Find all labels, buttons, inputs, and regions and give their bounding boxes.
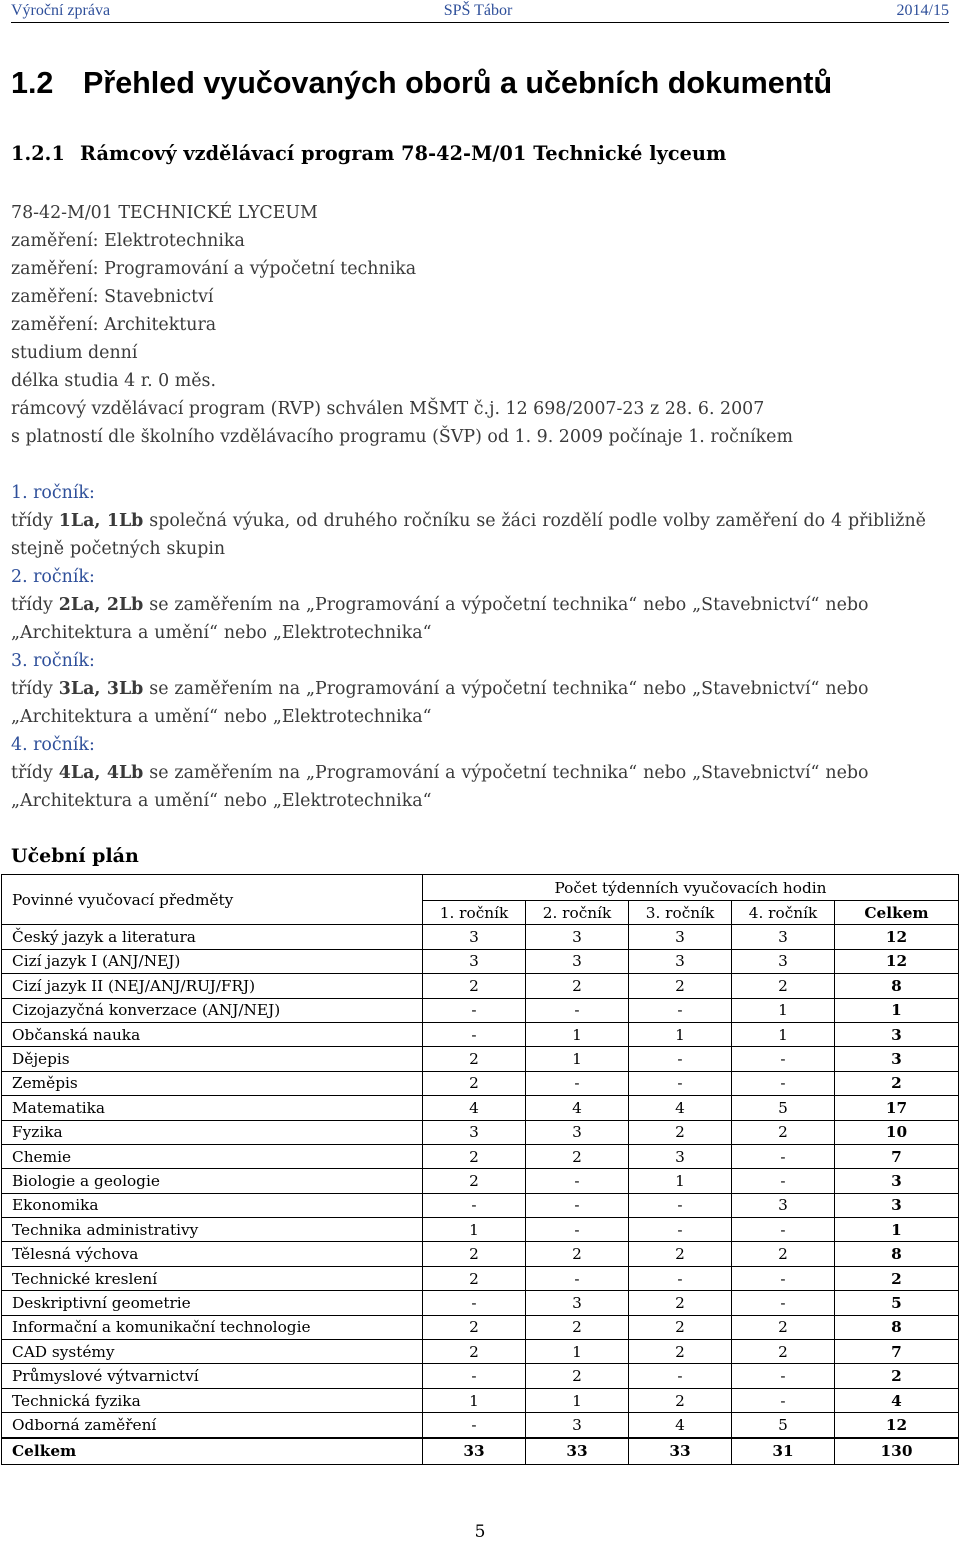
hours-cell: 2	[526, 1364, 629, 1388]
total-cell: 3	[835, 1169, 959, 1193]
hours-cell: -	[732, 1169, 835, 1193]
subject-cell: Deskriptivní geometrie	[2, 1291, 423, 1315]
hours-cell: -	[732, 1364, 835, 1388]
year-classes: 3La, 3Lb	[58, 679, 144, 699]
info-line: délka studia 4 r. 0 měs.	[11, 371, 217, 391]
running-header	[11, 0, 949, 23]
header-school-name: SPŠ Tábor	[443, 2, 513, 19]
table-row	[2, 1169, 959, 1193]
hours-cell: 1	[629, 1022, 732, 1046]
subject-cell: Technické kreslení	[2, 1266, 423, 1290]
year-descriptions	[11, 479, 951, 815]
total-cell: 2	[835, 1071, 959, 1095]
subject-cell: Cizí jazyk I (ANJ/NEJ)	[2, 949, 423, 973]
total-cell: 3	[835, 1022, 959, 1046]
subject-cell: Technická fyzika	[2, 1388, 423, 1412]
hours-cell: 4	[423, 1096, 526, 1120]
hours-cell: -	[629, 1266, 732, 1290]
hours-cell: 2	[423, 1047, 526, 1071]
year-description	[11, 675, 951, 731]
total-cell: 17	[835, 1096, 959, 1120]
year-label: 2. ročník:	[11, 567, 95, 587]
subject-cell: Cizí jazyk II (NEJ/ANJ/RUJ/FRJ)	[2, 974, 423, 998]
hours-cell: 2	[526, 1315, 629, 1339]
total-cell: 1	[835, 1218, 959, 1242]
hours-cell: -	[423, 1364, 526, 1388]
year-label: 4. ročník:	[11, 735, 95, 755]
subject-cell: Průmyslové výtvarnictví	[2, 1364, 423, 1388]
hours-cell: 2	[423, 1315, 526, 1339]
year-prefix: třídy	[11, 679, 59, 699]
hours-cell: 3	[526, 949, 629, 973]
total-cell: 2	[835, 1266, 959, 1290]
year-description	[11, 759, 951, 815]
hours-cell: 1	[526, 1047, 629, 1071]
year-prefix: třídy	[11, 511, 59, 531]
hours-cell: -	[526, 1169, 629, 1193]
hours-group-header: Počet týdenních vyučovacích hodin	[423, 875, 959, 901]
table-row	[2, 1144, 959, 1168]
year-classes: 4La, 4Lb	[58, 763, 144, 783]
total-cell: 7	[835, 1144, 959, 1168]
table-row	[2, 1315, 959, 1339]
info-line: rámcový vzdělávací program (RVP) schválen MŠMT č.j. 12 698/2007-23 z 28. 6. 2007	[11, 399, 765, 419]
hours-cell: 2	[423, 1071, 526, 1095]
table-row	[2, 1242, 959, 1266]
subject-column-header: Povinné vyučovací předměty	[2, 875, 423, 925]
hours-cell: -	[526, 1071, 629, 1095]
total-cell: 8	[835, 1315, 959, 1339]
total-cell: 12	[835, 925, 959, 949]
hours-cell: 2	[732, 974, 835, 998]
hours-cell: 4	[629, 1096, 732, 1120]
year-text: se zaměřením na „Programování a výpočetní technika“ nebo „Stavebnictví“ nebo „Architektura a umění“ nebo „Elektrotechnika“	[11, 763, 869, 811]
sum-label-cell: Celkem	[2, 1438, 423, 1465]
year-text: se zaměřením na „Programování a výpočetní technika“ nebo „Stavebnictví“ nebo „Architektura a umění“ nebo „Elektrotechnika“	[11, 679, 869, 727]
header-school-year: 2014/15	[896, 2, 949, 19]
hours-cell: 1	[423, 1388, 526, 1412]
hours-cell: 3	[629, 1144, 732, 1168]
hours-cell: 2	[732, 1242, 835, 1266]
hours-cell: -	[629, 1218, 732, 1242]
hours-cell: 2	[629, 1242, 732, 1266]
sum-hours-cell: 31	[732, 1438, 835, 1465]
total-cell: 12	[835, 1413, 959, 1438]
subject-cell: Český jazyk a literatura	[2, 925, 423, 949]
hours-cell: 2	[423, 1242, 526, 1266]
hours-cell: 1	[526, 1022, 629, 1046]
table-row	[2, 925, 959, 949]
year-text: společná výuka, od druhého ročníku se žáci rozdělí podle volby zaměření do 4 přibližně stejně početných skupin	[11, 511, 926, 559]
info-line: zaměření: Programování a výpočetní technika	[11, 259, 417, 279]
study-plan-table	[1, 874, 959, 1465]
hours-cell: 3	[629, 925, 732, 949]
table-row	[2, 1364, 959, 1388]
hours-cell: 1	[629, 1169, 732, 1193]
hours-cell: -	[423, 998, 526, 1022]
hours-cell: -	[732, 1144, 835, 1168]
sum-hours-cell: 33	[526, 1438, 629, 1465]
hours-cell: 3	[526, 1413, 629, 1438]
hours-cell: -	[629, 1193, 732, 1217]
subject-cell: Odborná zaměření	[2, 1413, 423, 1438]
section-heading	[11, 66, 832, 101]
info-line: s platností dle školního vzdělávacího programu (ŠVP) od 1. 9. 2009 počínaje 1. ročníkem	[11, 427, 793, 447]
hours-cell: 3	[526, 1120, 629, 1144]
table-row	[2, 1413, 959, 1438]
info-line: 78-42-M/01 TECHNICKÉ LYCEUM	[11, 203, 318, 223]
year-column-header: 2. ročník	[526, 901, 629, 925]
hours-cell: -	[423, 1193, 526, 1217]
total-cell: 10	[835, 1120, 959, 1144]
year-classes: 2La, 2Lb	[58, 595, 144, 615]
info-line: zaměření: Stavebnictví	[11, 287, 214, 307]
table-row	[2, 1047, 959, 1071]
hours-cell: -	[732, 1388, 835, 1412]
hours-cell: 2	[629, 1388, 732, 1412]
sum-hours-cell: 33	[629, 1438, 732, 1465]
table-row	[2, 1120, 959, 1144]
table-row	[2, 949, 959, 973]
hours-cell: 1	[526, 1340, 629, 1364]
hours-cell: -	[629, 1071, 732, 1095]
grand-total-cell: 130	[835, 1438, 959, 1465]
hours-cell: 2	[423, 1340, 526, 1364]
hours-cell: 2	[629, 1315, 732, 1339]
program-info	[11, 199, 793, 451]
study-plan-title: Učební plán	[11, 845, 139, 867]
table-row	[2, 1340, 959, 1364]
subject-cell: Ekonomika	[2, 1193, 423, 1217]
hours-cell: 5	[732, 1413, 835, 1438]
hours-cell: 2	[629, 1120, 732, 1144]
total-cell: 5	[835, 1291, 959, 1315]
hours-cell: 2	[423, 974, 526, 998]
hours-cell: 2	[629, 974, 732, 998]
subject-cell: Chemie	[2, 1144, 423, 1168]
hours-cell: -	[732, 1047, 835, 1071]
total-cell: 3	[835, 1193, 959, 1217]
hours-cell: 2	[526, 974, 629, 998]
hours-cell: 4	[526, 1096, 629, 1120]
hours-cell: 2	[732, 1120, 835, 1144]
hours-cell: -	[732, 1071, 835, 1095]
info-line: zaměření: Elektrotechnika	[11, 231, 245, 251]
subject-cell: Biologie a geologie	[2, 1169, 423, 1193]
hours-cell: -	[423, 1291, 526, 1315]
year-label: 1. ročník:	[11, 483, 95, 503]
hours-cell: -	[526, 1266, 629, 1290]
page-number: 5	[474, 1522, 486, 1542]
hours-cell: -	[526, 998, 629, 1022]
year-column-header: 4. ročník	[732, 901, 835, 925]
hours-cell: -	[629, 1364, 732, 1388]
table-row	[2, 1071, 959, 1095]
hours-cell: 2	[732, 1340, 835, 1364]
total-cell: 2	[835, 1364, 959, 1388]
year-column-header: 3. ročník	[629, 901, 732, 925]
hours-cell: 3	[423, 949, 526, 973]
hours-cell: 2	[629, 1340, 732, 1364]
hours-cell: 3	[526, 1291, 629, 1315]
total-cell: 8	[835, 974, 959, 998]
year-prefix: třídy	[11, 595, 59, 615]
subject-cell: Cizojazyčná konverzace (ANJ/NEJ)	[2, 998, 423, 1022]
total-cell: 8	[835, 1242, 959, 1266]
table-row	[2, 998, 959, 1022]
hours-cell: 2	[423, 1144, 526, 1168]
hours-cell: 2	[629, 1291, 732, 1315]
hours-cell: -	[732, 1266, 835, 1290]
subsection-number: 1.2.1	[11, 142, 65, 165]
total-column-header: Celkem	[835, 901, 959, 925]
subsection-heading	[11, 142, 726, 165]
subject-cell: Občanská nauka	[2, 1022, 423, 1046]
subject-cell: Dějepis	[2, 1047, 423, 1071]
hours-cell: -	[629, 998, 732, 1022]
hours-cell: -	[423, 1022, 526, 1046]
hours-cell: -	[732, 1218, 835, 1242]
subject-cell: Zeměpis	[2, 1071, 423, 1095]
total-cell: 1	[835, 998, 959, 1022]
hours-cell: 5	[732, 1096, 835, 1120]
hours-cell: 4	[629, 1413, 732, 1438]
hours-cell: 2	[526, 1144, 629, 1168]
hours-cell: -	[732, 1291, 835, 1315]
year-column-header: 1. ročník	[423, 901, 526, 925]
section-number: 1.2	[11, 66, 54, 100]
hours-cell: 1	[526, 1388, 629, 1412]
subject-cell: Informační a komunikační technologie	[2, 1315, 423, 1339]
hours-cell: -	[526, 1218, 629, 1242]
subsection-title: Rámcový vzdělávací program 78-42-M/01 Technické lyceum	[80, 142, 727, 165]
hours-cell: 3	[526, 925, 629, 949]
total-cell: 3	[835, 1047, 959, 1071]
hours-cell: 3	[423, 1120, 526, 1144]
hours-cell: -	[423, 1413, 526, 1438]
year-prefix: třídy	[11, 763, 59, 783]
hours-cell: 3	[732, 1193, 835, 1217]
hours-cell: 3	[732, 949, 835, 973]
total-cell: 4	[835, 1388, 959, 1412]
sum-row	[2, 1438, 959, 1465]
subject-cell: Fyzika	[2, 1120, 423, 1144]
total-cell: 7	[835, 1340, 959, 1364]
hours-cell: 3	[629, 949, 732, 973]
subject-cell: CAD systémy	[2, 1340, 423, 1364]
hours-cell: 1	[732, 998, 835, 1022]
table-row	[2, 1291, 959, 1315]
table-row	[2, 1388, 959, 1412]
year-description	[11, 507, 951, 563]
year-classes: 1La, 1Lb	[58, 511, 144, 531]
hours-cell: 2	[423, 1169, 526, 1193]
year-description	[11, 591, 951, 647]
hours-cell: -	[526, 1193, 629, 1217]
table-row	[2, 974, 959, 998]
table-row	[2, 1096, 959, 1120]
hours-cell: 3	[423, 925, 526, 949]
section-title: Přehled vyučovaných oborů a učebních dokumentů	[83, 66, 833, 100]
hours-cell: 2	[423, 1266, 526, 1290]
total-cell: 12	[835, 949, 959, 973]
subject-cell: Matematika	[2, 1096, 423, 1120]
table-row	[2, 1218, 959, 1242]
hours-cell: 2	[732, 1315, 835, 1339]
table-row	[2, 1022, 959, 1046]
subject-cell: Technika administrativy	[2, 1218, 423, 1242]
table-row	[2, 1266, 959, 1290]
sum-hours-cell: 33	[423, 1438, 526, 1465]
year-text: se zaměřením na „Programování a výpočetní technika“ nebo „Stavebnictví“ nebo „Architektura a umění“ nebo „Elektrotechnika“	[11, 595, 869, 643]
hours-cell: 1	[423, 1218, 526, 1242]
table-row	[2, 1193, 959, 1217]
subject-cell: Tělesná výchova	[2, 1242, 423, 1266]
hours-cell: 1	[732, 1022, 835, 1046]
hours-cell: 2	[526, 1242, 629, 1266]
header-report-title: Výroční zpráva	[11, 2, 111, 19]
year-label: 3. ročník:	[11, 651, 95, 671]
hours-cell: 3	[732, 925, 835, 949]
hours-cell: -	[629, 1047, 732, 1071]
info-line: studium denní	[11, 343, 138, 363]
info-line: zaměření: Architektura	[11, 315, 217, 335]
